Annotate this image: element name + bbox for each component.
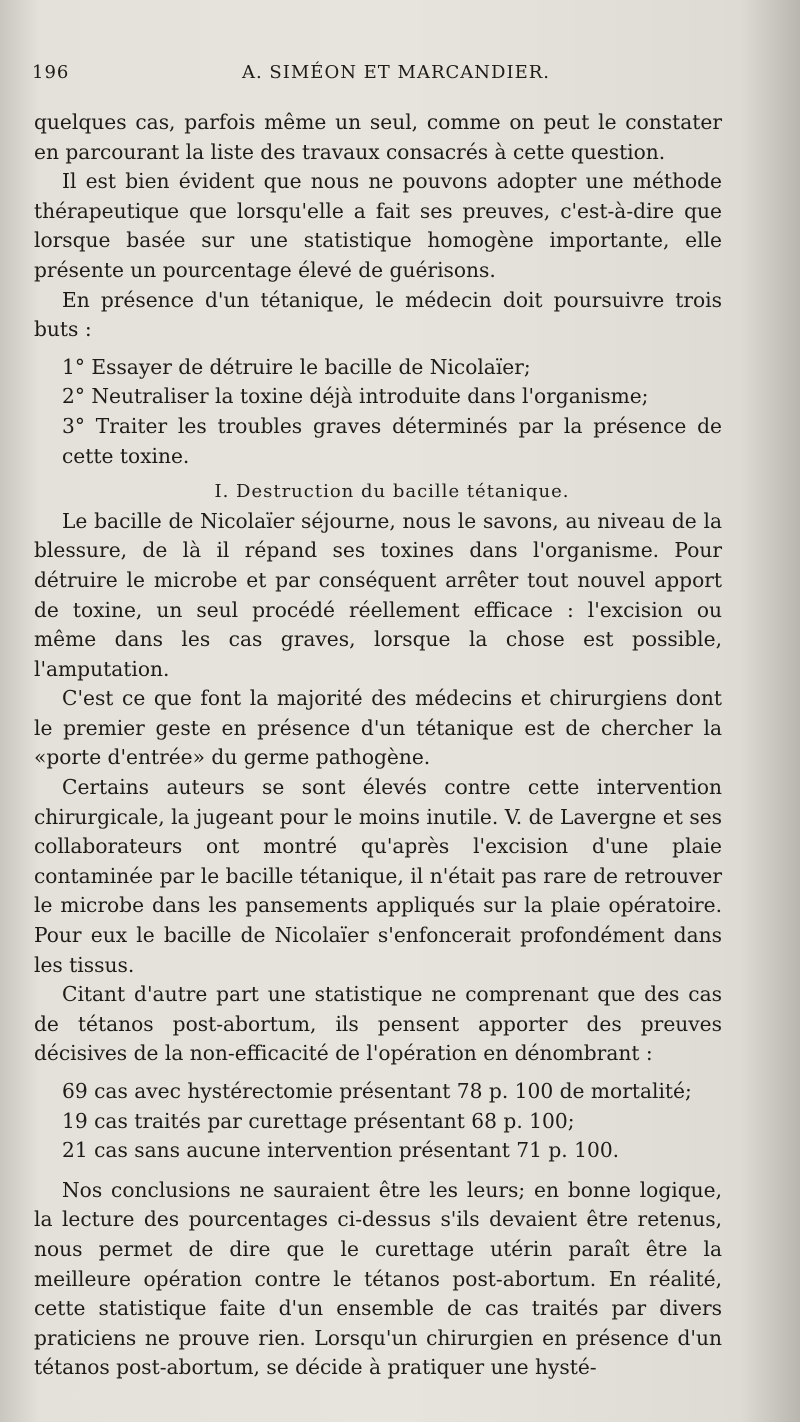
goal-item: 3° Traiter les troubles graves déterminés par la présence de cette toxine. [62, 413, 722, 468]
statistic-item: 69 cas avec hystérectomie présentant 78 p. 100 de mortalité; [62, 1079, 692, 1103]
page-number: 196 [32, 62, 70, 83]
paragraph-6: Certains auteurs se sont élevés contre cette intervention chirurgicale, la jugeant pour le moins inutile. V. de Lavergne et ses collaborateurs ont montré qu'après l'excision d'une plaie contaminée par le bacille tétanique, il n'était pas rare de retrouver le microbe dans les pansements appliqués sur la plaie opératoire. Pour eux le bacille de Nicolaïer s'enfoncerait profondément dans les tissus. [34, 775, 722, 977]
paragraph-1: quelques cas, parfois même un seul, comme on peut le constater en parcourant la liste des travaux consacrés à cette question. [34, 110, 722, 164]
goal-item: 2° Neutraliser la toxine déjà introduite dans l'organisme; [62, 384, 649, 409]
statistic-item: 21 cas sans aucune intervention présentant 71 p. 100. [62, 1138, 620, 1163]
paragraph-3: En présence d'un tétanique, le médecin doit poursuivre trois buts : [34, 287, 722, 342]
running-head: A. SIMÉON ET MARCANDIER. [241, 62, 550, 83]
section-title: I. Destruction du bacille tétanique. [214, 481, 570, 503]
paragraph-7: Citant d'autre part une statistique ne comprenant que des cas de tétanos post-abortum, ils pensent apporter des preuves décisives de la non-efficacité de l'opération en dénombrant : [34, 982, 722, 1066]
page-header [32, 62, 760, 92]
paragraph-5: C'est ce que font la majorité des médecins et chirurgiens dont le premier geste en présence d'un tétanique est de chercher la «porte d'entrée» du germe pathogène. [34, 686, 722, 770]
goal-item: 1° Essayer de détruire le bacille de Nicolaïer; [62, 354, 531, 379]
paragraph-4: Le bacille de Nicolaïer séjourne, nous le savons, au niveau de la blessure, de là il répand ses toxines dans l'organisme. Pour détruire le microbe et par conséquent arrêter tout nouvel apport de toxine, un seul procédé réellement efficace : l'excision ou même dans les cas graves, lorsque la chose est possible, l'amputation. [34, 508, 722, 681]
paragraph-2: Il est bien évident que nous ne pouvons adopter une méthode thérapeutique que lorsqu'elle a fait ses preuves, c'est-à-dire que lorsque basée sur une statistique homogène importante, elle présente un pourcentage élevé de guérisons. [34, 169, 722, 282]
paragraph-8: Nos conclusions ne sauraient être les leurs; en bonne logique, la lecture des pourcentages ci-dessus s'ils devaient être retenus, nous permet de dire que le curettage utérin paraît être la meilleure opération contre le tétanos post-abortum. En réalité, cette statistique faite d'un ensemble de cas traités par divers praticiens ne prouve rien. Lorsqu'un chirurgien en présence d'un tétanos post-abortum, se décide à pratiquer une hysté- [34, 1177, 722, 1380]
goals-list [34, 353, 722, 471]
statistics-list [34, 1077, 722, 1166]
statistic-item: 19 cas traités par curettage présentant 68 p. 100; [62, 1108, 575, 1133]
page-body [34, 108, 722, 1383]
